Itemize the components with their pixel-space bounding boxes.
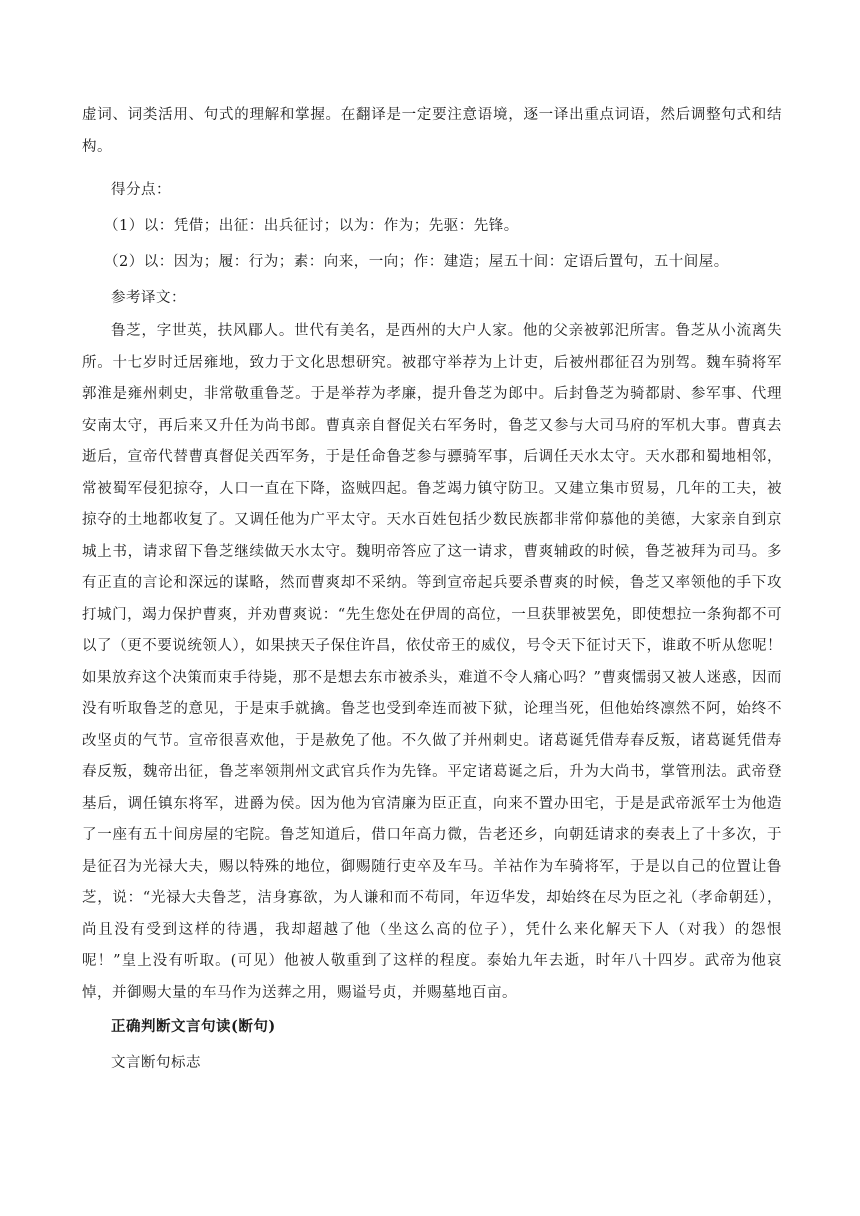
intro-paragraph: 虚词、词类活用、句式的理解和掌握。在翻译是一定要注意语境，逐一译出重点词语，然后调整句式和结构。 bbox=[82, 107, 782, 155]
score-point-1: （1）以：凭借；出征：出兵征讨；以为：作为；先驱：先锋。 bbox=[104, 218, 519, 234]
reference-translation-label: 参考译文： bbox=[111, 290, 186, 306]
section-heading: 正确判断文言句读(断句) bbox=[111, 1018, 276, 1035]
document-body bbox=[82, 100, 782, 1081]
reference-translation-paragraph: 鲁芝，字世英，扶风郿人。世代有美名，是西州的大户人家。他的父亲被郭汜所害。鲁芝从小流离失所。十七岁时迁居雍地，致力于文化思想研究。被郡守举荐为上计吏，后被州郡征召为别驾。魏车骑将军郭淮是雍州刺史，非常敬重鲁芝。于是举荐为孝廉，提升鲁芝为郎中。后封鲁芝为骑都尉、参军事、代理安南太守，再后来又升任为尚书郎。曹真亲自督促关右军务时，鲁芝又参与大司马府的军机大事。曹真去逝后，宣帝代替曹真督促关西军务，于是任命鲁芝参与骠骑军事，后调任天水太守。天水郡和蜀地相邻，常被蜀军侵犯掠夺，人口一直在下降，盗贼四起。鲁芝竭力镇守防卫。又建立集市贸易，几年的工夫，被掠夺的土地都收复了。又调任他为广平太守。天水百姓包括少数民族都非常仰慕他的美德，大家亲自到京城上书，请求留下鲁芝继续做天水太守。魏明帝答应了这一请求，曹爽辅政的时候，鲁芝被拜为司马。多有正直的言论和深远的谋略，然而曹爽却不采纳。等到宣帝起兵要杀曹爽的时候，鲁芝又率领他的手下攻打城门，竭力保护曹爽，并劝曹爽说：“先生您处在伊周的高位，一旦获罪被罢免，即使想拉一条狗都不可以了（更不要说统领人），如果挟天子保住许昌，依仗帝王的威仪，号令天下征讨天下，谁敢不听从您呢！如果放弃这个决策而束手待毙，那不是想去东市被杀头，难道不令人痛心吗？”曹爽懦弱又被人迷惑，因而没有听取鲁芝的意见，于是束手就擒。鲁芝也受到牵连而被下狱，论理当死，但他始终凛然不阿，始终不改坚贞的气节。宣帝很喜欢他，于是赦免了他。不久做了并州刺史。诸葛诞凭借寿春反叛，诸葛诞凭借寿春反叛，魏帝出征，鲁芝率领荆州文武官兵作为先锋。平定诸葛诞之后，升为大尚书，掌管刑法。武帝登基后，调任镇东将军，进爵为侯。因为他为官清廉为臣正直，向来不置办田宅，于是是武帝派军士为他造了一座有五十间房屋的宅院。鲁芝知道后，借口年高力微，告老还乡，向朝廷请求的奏表上了十多次，于是征召为光禄大夫，赐以特殊的地位，御赐随行吏卒及车马。羊祜作为车骑将军，于是以自己的位置让鲁芝，说：“光禄大夫鲁芝，洁身寡欲，为人谦和而不苟同，年迈华发，却始终在尽为臣之礼（孝命朝廷），尚且没有受到这样的待遇，我却超越了他（坐这么高的位子），凭什么来化解天下人（对我）的怨恨呢！”皇上没有听取。(可见）他被人敬重到了这样的程度。泰始九年去逝，时年八十四岁。武帝为他哀悼，并御赐大量的车马作为送葬之用，赐谥号贞，并赐墓地百亩。 bbox=[82, 323, 782, 1001]
score-point-2: （2）以：因为；履：行为；素：向来，一向；作：建造；屋五十间：定语后置句，五十间屋。 bbox=[104, 254, 729, 270]
score-points-label: 得分点： bbox=[111, 182, 171, 198]
subsection-label: 文言断句标志 bbox=[111, 1055, 201, 1071]
